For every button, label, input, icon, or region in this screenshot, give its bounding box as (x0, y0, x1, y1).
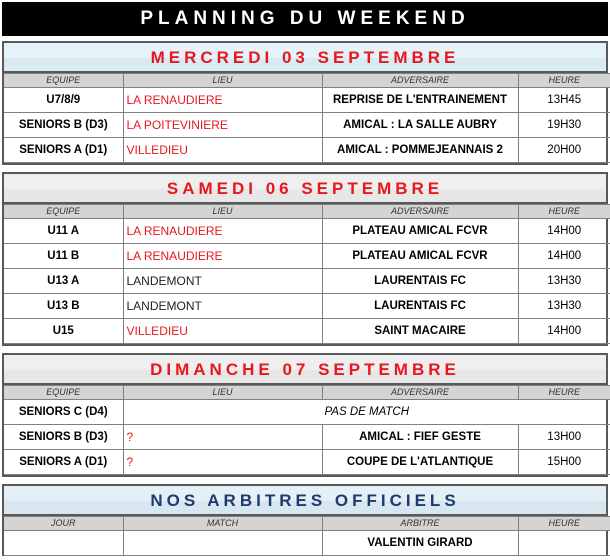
opponent-cell: LAURENTAIS FC (322, 269, 518, 294)
col-header-heure: HEURE (518, 386, 610, 400)
team-cell: SENIORS B (D3) (4, 113, 123, 138)
col-header-adversaire: ADVERSAIRE (322, 386, 518, 400)
place-cell: ? (123, 450, 322, 475)
team-cell: SENIORS C (D4) (4, 400, 123, 425)
no-match-cell: PAS DE MATCH (123, 400, 610, 425)
team-cell: SENIORS B (D3) (4, 425, 123, 450)
opponent-cell: PLATEAU AMICAL FCVR (322, 244, 518, 269)
table-row (4, 138, 610, 163)
section-title-referees-text: NOS ARBITRES OFFICIELS (150, 491, 460, 510)
team-cell: U11 B (4, 244, 123, 269)
col-header-arbitre: ARBITRE (322, 517, 518, 531)
place-cell: LA RENAUDIERE (123, 88, 322, 113)
section-saturday (2, 172, 608, 346)
hour-cell: 14H00 (518, 219, 610, 244)
hour-cell: 14H00 (518, 244, 610, 269)
section-title-referees (4, 486, 606, 516)
col-header-heure: HEURE (518, 205, 610, 219)
opponent-cell: LAURENTAIS FC (322, 294, 518, 319)
hour-cell: 14H00 (518, 319, 610, 344)
hour-cell: 13H00 (518, 425, 610, 450)
place-cell: LA RENAUDIERE (123, 219, 322, 244)
col-header-match: MATCH (123, 517, 322, 531)
col-header-adversaire: ADVERSAIRE (322, 205, 518, 219)
hour-cell (518, 531, 610, 556)
hour-cell: 19H30 (518, 113, 610, 138)
table-header-row (4, 205, 610, 219)
table-header-row (4, 74, 610, 88)
hour-cell: 13H30 (518, 294, 610, 319)
section-wednesday (2, 41, 608, 165)
col-header-lieu: LIEU (123, 74, 322, 88)
referee-cell: VALENTIN GIRARD (322, 531, 518, 556)
opponent-cell: REPRISE DE L'ENTRAINEMENT (322, 88, 518, 113)
table-row (4, 244, 610, 269)
place-cell: LA POITEVINIERE (123, 113, 322, 138)
section-title-sunday (4, 355, 606, 385)
team-cell: U13 A (4, 269, 123, 294)
opponent-cell: AMICAL : LA SALLE AUBRY (322, 113, 518, 138)
section-title-wednesday (4, 43, 606, 73)
match-cell (123, 531, 322, 556)
place-cell: VILLEDIEU (123, 319, 322, 344)
opponent-cell: PLATEAU AMICAL FCVR (322, 219, 518, 244)
day-cell (4, 531, 123, 556)
col-header-equipe: EQUIPE (4, 205, 123, 219)
table-header-row (4, 517, 610, 531)
col-header-heure: HEURE (518, 74, 610, 88)
col-header-heure: HEURE (518, 517, 610, 531)
team-cell: SENIORS A (D1) (4, 450, 123, 475)
hour-cell: 20H00 (518, 138, 610, 163)
table-row (4, 88, 610, 113)
section-title-saturday-text: SAMEDI 06 SEPTEMBRE (166, 179, 444, 198)
section-title-wednesday-text: MERCREDI 03 SEPTEMBRE (150, 48, 460, 67)
schedule-table-saturday (4, 204, 610, 344)
col-header-lieu: LIEU (123, 205, 322, 219)
hour-cell: 15H00 (518, 450, 610, 475)
table-row (4, 219, 610, 244)
hour-cell: 13H30 (518, 269, 610, 294)
opponent-cell: SAINT MACAIRE (322, 319, 518, 344)
table-row (4, 269, 610, 294)
table-row (4, 450, 610, 475)
place-cell: LA RENAUDIERE (123, 244, 322, 269)
place-cell: LANDEMONT (123, 269, 322, 294)
section-title-saturday (4, 174, 606, 204)
opponent-cell: COUPE DE L'ATLANTIQUE (322, 450, 518, 475)
col-header-adversaire: ADVERSAIRE (322, 74, 518, 88)
opponent-cell: AMICAL : FIEF GESTE (322, 425, 518, 450)
place-cell: LANDEMONT (123, 294, 322, 319)
col-header-equipe: EQUIPE (4, 74, 123, 88)
table-row (4, 319, 610, 344)
col-header-lieu: LIEU (123, 386, 322, 400)
schedule-table-sunday (4, 385, 610, 475)
team-cell: U11 A (4, 219, 123, 244)
section-referees (2, 484, 608, 556)
table-row (4, 294, 610, 319)
opponent-cell: AMICAL : POMMEJEANNAIS 2 (322, 138, 518, 163)
table-row (4, 425, 610, 450)
team-cell: U7/8/9 (4, 88, 123, 113)
section-sunday (2, 353, 608, 477)
table-row (4, 113, 610, 138)
place-cell: VILLEDIEU (123, 138, 322, 163)
team-cell: U15 (4, 319, 123, 344)
place-cell: ? (123, 425, 322, 450)
schedule-table-wednesday (4, 73, 610, 163)
team-cell: U13 B (4, 294, 123, 319)
table-row (4, 531, 610, 556)
table-header-row (4, 386, 610, 400)
col-header-equipe: EQUIPE (4, 386, 123, 400)
referees-table (4, 516, 610, 556)
table-row (4, 400, 610, 425)
hour-cell: 13H45 (518, 88, 610, 113)
col-header-jour: JOUR (4, 517, 123, 531)
section-title-sunday-text: DIMANCHE 07 SEPTEMBRE (150, 360, 460, 379)
page-title: PLANNING DU WEEKEND (2, 2, 608, 36)
team-cell: SENIORS A (D1) (4, 138, 123, 163)
